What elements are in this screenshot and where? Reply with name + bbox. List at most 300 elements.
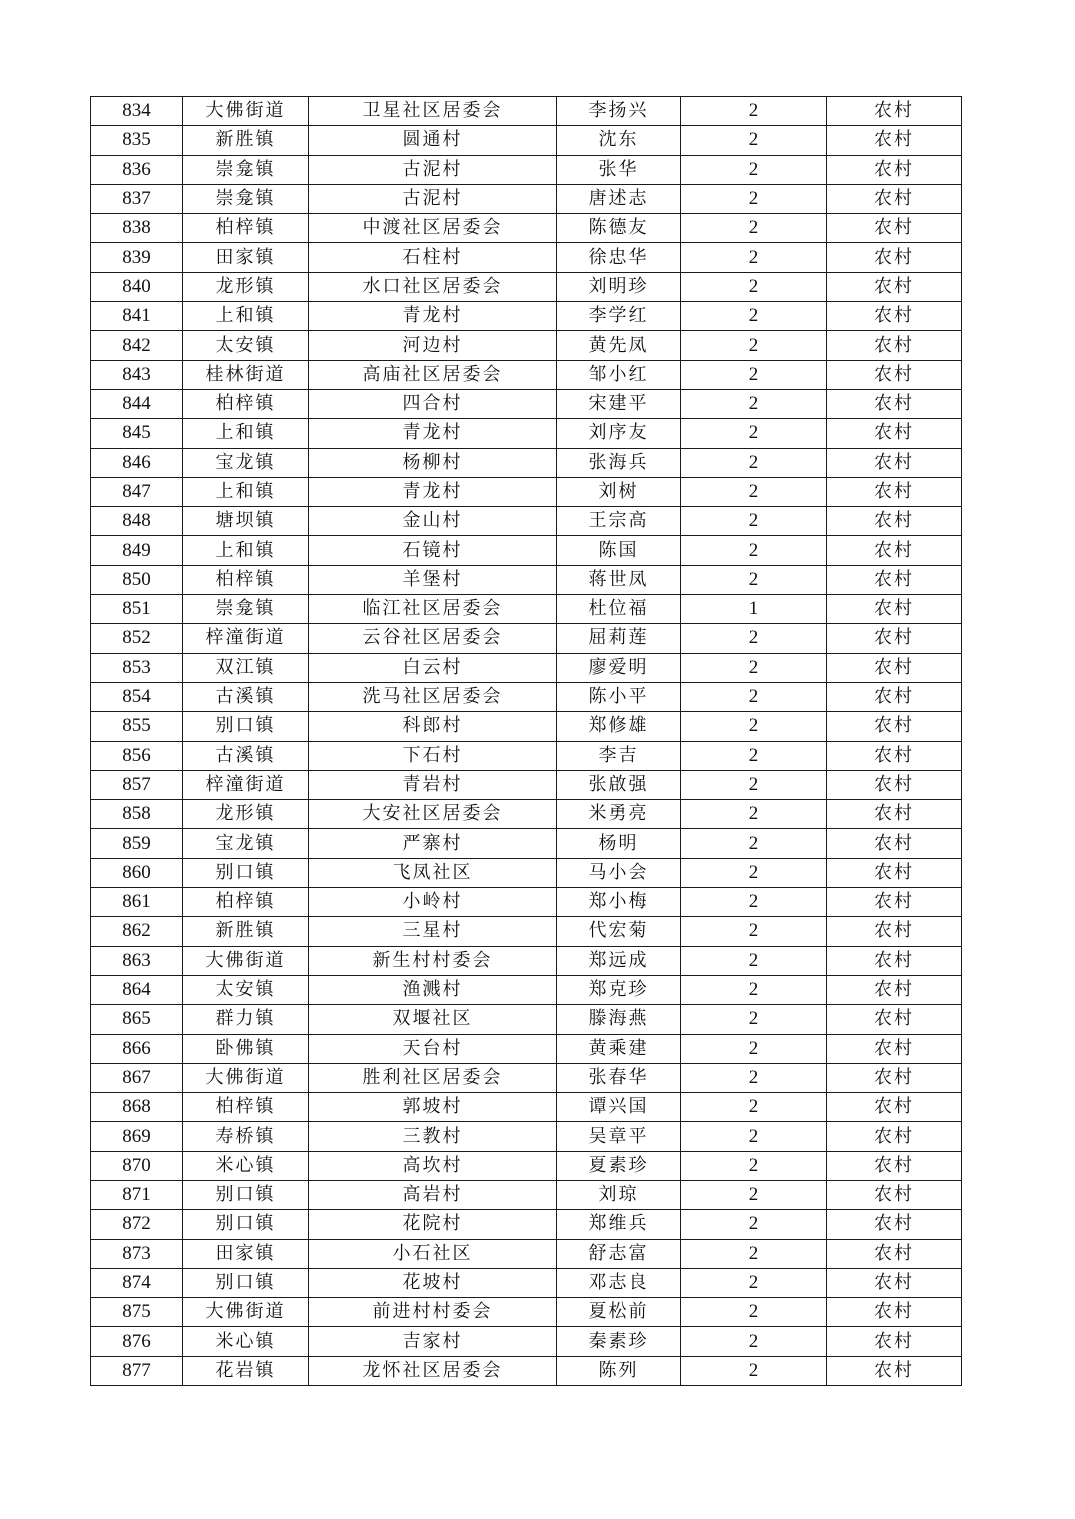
row-number-cell: 839	[91, 243, 183, 272]
table-row	[91, 1093, 962, 1122]
community-cell: 大安社区居委会	[309, 800, 557, 829]
table-row	[91, 770, 962, 799]
count-cell: 2	[681, 126, 827, 155]
name-cell: 李吉	[557, 741, 681, 770]
township-cell: 别口镇	[183, 1210, 309, 1239]
community-cell: 白云村	[309, 653, 557, 682]
name-cell: 马小会	[557, 858, 681, 887]
count-cell: 2	[681, 419, 827, 448]
category-cell: 农村	[827, 1210, 962, 1239]
township-cell: 崇龛镇	[183, 184, 309, 213]
row-number-cell: 854	[91, 682, 183, 711]
category-cell: 农村	[827, 858, 962, 887]
count-cell: 2	[681, 1239, 827, 1268]
township-cell: 群力镇	[183, 1005, 309, 1034]
table-row	[91, 595, 962, 624]
count-cell: 2	[681, 712, 827, 741]
table-row	[91, 1298, 962, 1327]
category-cell: 农村	[827, 97, 962, 126]
name-cell: 廖爱明	[557, 653, 681, 682]
table-row	[91, 126, 962, 155]
category-cell: 农村	[827, 184, 962, 213]
name-cell: 郑克珍	[557, 975, 681, 1004]
row-number-cell: 847	[91, 477, 183, 506]
row-number-cell: 876	[91, 1327, 183, 1356]
name-cell: 郑小梅	[557, 888, 681, 917]
category-cell: 农村	[827, 829, 962, 858]
name-cell: 吴章平	[557, 1122, 681, 1151]
township-cell: 别口镇	[183, 858, 309, 887]
name-cell: 张啟强	[557, 770, 681, 799]
township-cell: 崇龛镇	[183, 595, 309, 624]
name-cell: 黄乘建	[557, 1034, 681, 1063]
name-cell: 杜位福	[557, 595, 681, 624]
community-cell: 飞凤社区	[309, 858, 557, 887]
township-cell: 大佛街道	[183, 1298, 309, 1327]
row-number-cell: 849	[91, 536, 183, 565]
row-number-cell: 857	[91, 770, 183, 799]
table-row	[91, 1180, 962, 1209]
table-row	[91, 1239, 962, 1268]
table-row	[91, 682, 962, 711]
township-cell: 太安镇	[183, 975, 309, 1004]
count-cell: 2	[681, 389, 827, 418]
category-cell: 农村	[827, 302, 962, 331]
row-number-cell: 877	[91, 1356, 183, 1385]
row-number-cell: 862	[91, 917, 183, 946]
row-number-cell: 859	[91, 829, 183, 858]
township-cell: 米心镇	[183, 1327, 309, 1356]
table-row	[91, 272, 962, 301]
count-cell: 2	[681, 214, 827, 243]
community-cell: 胜利社区居委会	[309, 1063, 557, 1092]
category-cell: 农村	[827, 536, 962, 565]
township-cell: 上和镇	[183, 419, 309, 448]
name-cell: 唐述志	[557, 184, 681, 213]
township-cell: 柏梓镇	[183, 389, 309, 418]
name-cell: 郑远成	[557, 946, 681, 975]
category-cell: 农村	[827, 1034, 962, 1063]
township-cell: 古溪镇	[183, 682, 309, 711]
row-number-cell: 855	[91, 712, 183, 741]
count-cell: 2	[681, 448, 827, 477]
table-row	[91, 1210, 962, 1239]
table-row	[91, 946, 962, 975]
row-number-cell: 848	[91, 507, 183, 536]
name-cell: 陈小平	[557, 682, 681, 711]
community-cell: 三星村	[309, 917, 557, 946]
category-cell: 农村	[827, 1327, 962, 1356]
count-cell: 2	[681, 536, 827, 565]
community-cell: 青岩村	[309, 770, 557, 799]
township-cell: 宝龙镇	[183, 448, 309, 477]
township-cell: 上和镇	[183, 477, 309, 506]
name-cell: 屈莉莲	[557, 624, 681, 653]
community-cell: 花坡村	[309, 1268, 557, 1297]
table-row	[91, 184, 962, 213]
count-cell: 2	[681, 682, 827, 711]
row-number-cell: 840	[91, 272, 183, 301]
name-cell: 黄先凤	[557, 331, 681, 360]
community-cell: 青龙村	[309, 419, 557, 448]
name-cell: 刘序友	[557, 419, 681, 448]
count-cell: 2	[681, 1356, 827, 1385]
category-cell: 农村	[827, 595, 962, 624]
community-cell: 郭坡村	[309, 1093, 557, 1122]
count-cell: 2	[681, 360, 827, 389]
name-cell: 张华	[557, 155, 681, 184]
table-row	[91, 1327, 962, 1356]
row-number-cell: 868	[91, 1093, 183, 1122]
category-cell: 农村	[827, 1239, 962, 1268]
community-cell: 金山村	[309, 507, 557, 536]
name-cell: 张春华	[557, 1063, 681, 1092]
count-cell: 2	[681, 1327, 827, 1356]
township-cell: 寿桥镇	[183, 1122, 309, 1151]
category-cell: 农村	[827, 770, 962, 799]
table-row	[91, 741, 962, 770]
community-cell: 卫星社区居委会	[309, 97, 557, 126]
name-cell: 陈列	[557, 1356, 681, 1385]
row-number-cell: 851	[91, 595, 183, 624]
category-cell: 农村	[827, 155, 962, 184]
name-cell: 舒志富	[557, 1239, 681, 1268]
community-cell: 古泥村	[309, 184, 557, 213]
count-cell: 2	[681, 184, 827, 213]
community-cell: 圆通村	[309, 126, 557, 155]
category-cell: 农村	[827, 214, 962, 243]
record-table-body	[91, 97, 962, 1386]
row-number-cell: 858	[91, 800, 183, 829]
count-cell: 2	[681, 302, 827, 331]
name-cell: 张海兵	[557, 448, 681, 477]
community-cell: 天台村	[309, 1034, 557, 1063]
row-number-cell: 860	[91, 858, 183, 887]
community-cell: 青龙村	[309, 477, 557, 506]
count-cell: 2	[681, 97, 827, 126]
row-number-cell: 841	[91, 302, 183, 331]
category-cell: 农村	[827, 1063, 962, 1092]
township-cell: 别口镇	[183, 712, 309, 741]
township-cell: 大佛街道	[183, 1063, 309, 1092]
table-row	[91, 712, 962, 741]
category-cell: 农村	[827, 477, 962, 506]
category-cell: 农村	[827, 917, 962, 946]
township-cell: 双江镇	[183, 653, 309, 682]
community-cell: 小石社区	[309, 1239, 557, 1268]
count-cell: 2	[681, 858, 827, 887]
category-cell: 农村	[827, 975, 962, 1004]
name-cell: 米勇亮	[557, 800, 681, 829]
table-row	[91, 1122, 962, 1151]
category-cell: 农村	[827, 565, 962, 594]
township-cell: 别口镇	[183, 1268, 309, 1297]
township-cell: 上和镇	[183, 536, 309, 565]
township-cell: 大佛街道	[183, 946, 309, 975]
row-number-cell: 874	[91, 1268, 183, 1297]
count-cell: 2	[681, 507, 827, 536]
community-cell: 云谷社区居委会	[309, 624, 557, 653]
name-cell: 徐忠华	[557, 243, 681, 272]
row-number-cell: 869	[91, 1122, 183, 1151]
count-cell: 2	[681, 1210, 827, 1239]
township-cell: 柏梓镇	[183, 888, 309, 917]
community-cell: 吉家村	[309, 1327, 557, 1356]
community-cell: 洗马社区居委会	[309, 682, 557, 711]
count-cell: 2	[681, 917, 827, 946]
category-cell: 农村	[827, 1356, 962, 1385]
row-number-cell: 853	[91, 653, 183, 682]
township-cell: 花岩镇	[183, 1356, 309, 1385]
name-cell: 李学红	[557, 302, 681, 331]
category-cell: 农村	[827, 1298, 962, 1327]
count-cell: 2	[681, 272, 827, 301]
community-cell: 渔溅村	[309, 975, 557, 1004]
count-cell: 2	[681, 331, 827, 360]
row-number-cell: 864	[91, 975, 183, 1004]
row-number-cell: 852	[91, 624, 183, 653]
category-cell: 农村	[827, 126, 962, 155]
name-cell: 邹小红	[557, 360, 681, 389]
category-cell: 农村	[827, 741, 962, 770]
category-cell: 农村	[827, 507, 962, 536]
table-row	[91, 565, 962, 594]
row-number-cell: 846	[91, 448, 183, 477]
township-cell: 柏梓镇	[183, 214, 309, 243]
count-cell: 2	[681, 243, 827, 272]
count-cell: 2	[681, 741, 827, 770]
table-row	[91, 97, 962, 126]
row-number-cell: 863	[91, 946, 183, 975]
category-cell: 农村	[827, 272, 962, 301]
table-row	[91, 448, 962, 477]
township-cell: 大佛街道	[183, 97, 309, 126]
township-cell: 梓潼街道	[183, 770, 309, 799]
category-cell: 农村	[827, 243, 962, 272]
count-cell: 2	[681, 829, 827, 858]
name-cell: 夏松前	[557, 1298, 681, 1327]
township-cell: 太安镇	[183, 331, 309, 360]
category-cell: 农村	[827, 712, 962, 741]
count-cell: 2	[681, 888, 827, 917]
township-cell: 田家镇	[183, 243, 309, 272]
count-cell: 2	[681, 1122, 827, 1151]
township-cell: 新胜镇	[183, 126, 309, 155]
township-cell: 新胜镇	[183, 917, 309, 946]
table-row	[91, 155, 962, 184]
count-cell: 2	[681, 653, 827, 682]
township-cell: 卧佛镇	[183, 1034, 309, 1063]
name-cell: 杨明	[557, 829, 681, 858]
township-cell: 龙形镇	[183, 800, 309, 829]
category-cell: 农村	[827, 1151, 962, 1180]
count-cell: 2	[681, 975, 827, 1004]
table-row	[91, 1034, 962, 1063]
community-cell: 双堰社区	[309, 1005, 557, 1034]
count-cell: 2	[681, 1298, 827, 1327]
count-cell: 2	[681, 1151, 827, 1180]
row-number-cell: 837	[91, 184, 183, 213]
table-row	[91, 888, 962, 917]
table-row	[91, 1005, 962, 1034]
category-cell: 农村	[827, 800, 962, 829]
count-cell: 2	[681, 155, 827, 184]
row-number-cell: 835	[91, 126, 183, 155]
category-cell: 农村	[827, 360, 962, 389]
name-cell: 刘明珍	[557, 272, 681, 301]
table-row	[91, 1063, 962, 1092]
township-cell: 龙形镇	[183, 272, 309, 301]
community-cell: 青龙村	[309, 302, 557, 331]
name-cell: 夏素珍	[557, 1151, 681, 1180]
community-cell: 高庙社区居委会	[309, 360, 557, 389]
community-cell: 四合村	[309, 389, 557, 418]
table-row	[91, 302, 962, 331]
community-cell: 杨柳村	[309, 448, 557, 477]
table-row	[91, 360, 962, 389]
table-row	[91, 331, 962, 360]
name-cell: 秦素珍	[557, 1327, 681, 1356]
category-cell: 农村	[827, 1268, 962, 1297]
community-cell: 新生村村委会	[309, 946, 557, 975]
table-row	[91, 243, 962, 272]
table-row	[91, 917, 962, 946]
name-cell: 宋建平	[557, 389, 681, 418]
table-row	[91, 858, 962, 887]
community-cell: 下石村	[309, 741, 557, 770]
community-cell: 前进村村委会	[309, 1298, 557, 1327]
category-cell: 农村	[827, 888, 962, 917]
community-cell: 严寨村	[309, 829, 557, 858]
category-cell: 农村	[827, 653, 962, 682]
township-cell: 上和镇	[183, 302, 309, 331]
name-cell: 李扬兴	[557, 97, 681, 126]
name-cell: 滕海燕	[557, 1005, 681, 1034]
township-cell: 崇龛镇	[183, 155, 309, 184]
row-number-cell: 873	[91, 1239, 183, 1268]
community-cell: 河边村	[309, 331, 557, 360]
community-cell: 古泥村	[309, 155, 557, 184]
community-cell: 石镜村	[309, 536, 557, 565]
category-cell: 农村	[827, 946, 962, 975]
name-cell: 刘树	[557, 477, 681, 506]
name-cell: 邓志良	[557, 1268, 681, 1297]
township-cell: 宝龙镇	[183, 829, 309, 858]
name-cell: 郑维兵	[557, 1210, 681, 1239]
row-number-cell: 843	[91, 360, 183, 389]
name-cell: 王宗高	[557, 507, 681, 536]
row-number-cell: 861	[91, 888, 183, 917]
category-cell: 农村	[827, 1093, 962, 1122]
table-row	[91, 507, 962, 536]
township-cell: 柏梓镇	[183, 565, 309, 594]
table-row	[91, 419, 962, 448]
count-cell: 1	[681, 595, 827, 624]
community-cell: 龙怀社区居委会	[309, 1356, 557, 1385]
table-row	[91, 1268, 962, 1297]
category-cell: 农村	[827, 331, 962, 360]
name-cell: 谭兴国	[557, 1093, 681, 1122]
row-number-cell: 836	[91, 155, 183, 184]
count-cell: 2	[681, 1268, 827, 1297]
township-cell: 田家镇	[183, 1239, 309, 1268]
category-cell: 农村	[827, 448, 962, 477]
table-row	[91, 624, 962, 653]
row-number-cell: 875	[91, 1298, 183, 1327]
community-cell: 花院村	[309, 1210, 557, 1239]
name-cell: 蒋世凤	[557, 565, 681, 594]
count-cell: 2	[681, 477, 827, 506]
row-number-cell: 867	[91, 1063, 183, 1092]
table-row	[91, 800, 962, 829]
township-cell: 古溪镇	[183, 741, 309, 770]
community-cell: 科郎村	[309, 712, 557, 741]
township-cell: 桂林街道	[183, 360, 309, 389]
name-cell: 刘琼	[557, 1180, 681, 1209]
table-row	[91, 389, 962, 418]
row-number-cell: 871	[91, 1180, 183, 1209]
community-cell: 羊堡村	[309, 565, 557, 594]
row-number-cell: 845	[91, 419, 183, 448]
count-cell: 2	[681, 770, 827, 799]
row-number-cell: 856	[91, 741, 183, 770]
row-number-cell: 865	[91, 1005, 183, 1034]
table-row	[91, 477, 962, 506]
count-cell: 2	[681, 1180, 827, 1209]
township-cell: 柏梓镇	[183, 1093, 309, 1122]
count-cell: 2	[681, 1005, 827, 1034]
record-table	[90, 96, 962, 1386]
name-cell: 陈国	[557, 536, 681, 565]
community-cell: 水口社区居委会	[309, 272, 557, 301]
community-cell: 小岭村	[309, 888, 557, 917]
count-cell: 2	[681, 624, 827, 653]
table-row	[91, 1151, 962, 1180]
township-cell: 米心镇	[183, 1151, 309, 1180]
row-number-cell: 838	[91, 214, 183, 243]
table-row	[91, 214, 962, 243]
table-row	[91, 653, 962, 682]
category-cell: 农村	[827, 419, 962, 448]
count-cell: 2	[681, 565, 827, 594]
row-number-cell: 834	[91, 97, 183, 126]
community-cell: 三教村	[309, 1122, 557, 1151]
table-row	[91, 1356, 962, 1385]
count-cell: 2	[681, 946, 827, 975]
row-number-cell: 870	[91, 1151, 183, 1180]
name-cell: 沈东	[557, 126, 681, 155]
name-cell: 郑修雄	[557, 712, 681, 741]
township-cell: 塘坝镇	[183, 507, 309, 536]
category-cell: 农村	[827, 624, 962, 653]
row-number-cell: 866	[91, 1034, 183, 1063]
name-cell: 陈德友	[557, 214, 681, 243]
table-row	[91, 975, 962, 1004]
count-cell: 2	[681, 1093, 827, 1122]
row-number-cell: 842	[91, 331, 183, 360]
row-number-cell: 872	[91, 1210, 183, 1239]
community-cell: 石柱村	[309, 243, 557, 272]
community-cell: 临江社区居委会	[309, 595, 557, 624]
category-cell: 农村	[827, 389, 962, 418]
name-cell: 代宏菊	[557, 917, 681, 946]
table-row	[91, 536, 962, 565]
township-cell: 别口镇	[183, 1180, 309, 1209]
category-cell: 农村	[827, 1180, 962, 1209]
count-cell: 2	[681, 800, 827, 829]
category-cell: 农村	[827, 1005, 962, 1034]
category-cell: 农村	[827, 682, 962, 711]
